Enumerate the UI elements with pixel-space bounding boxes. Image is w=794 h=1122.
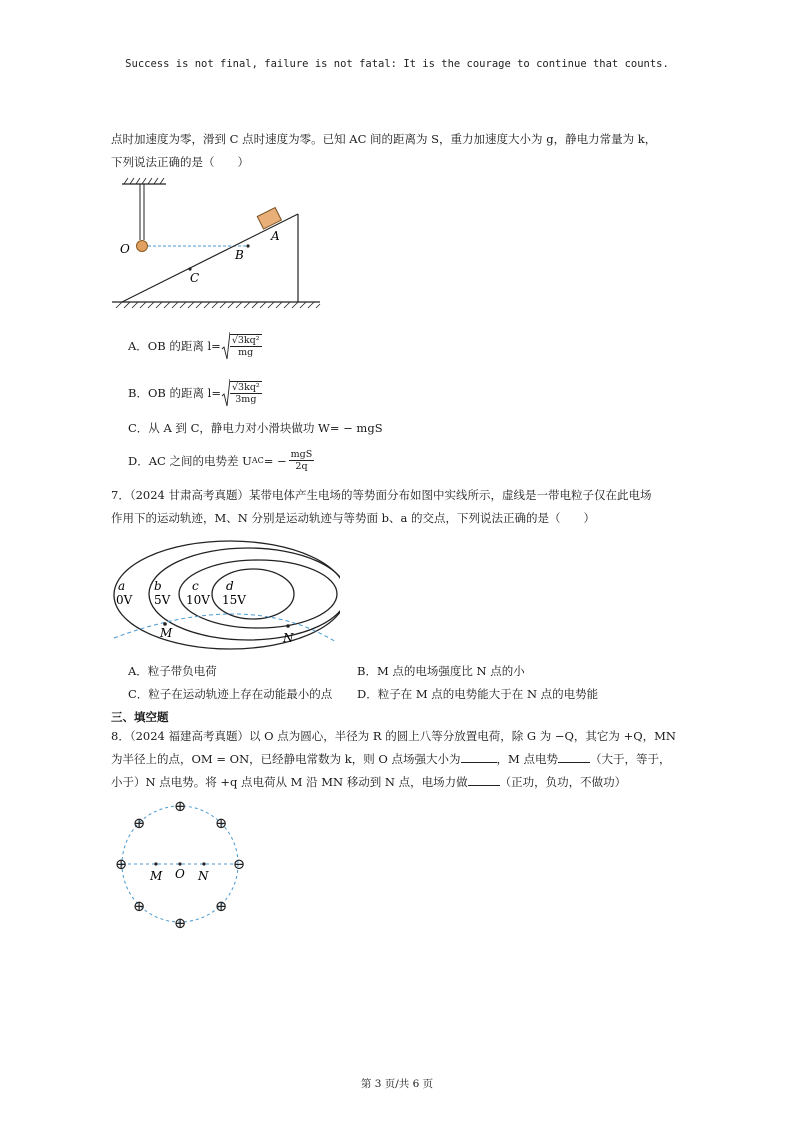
q6-option-b-text: B．OB 的距离 l= — [128, 386, 221, 400]
q7-option-c[interactable]: C．粒子在运动轨迹上存在动能最小的点 — [128, 687, 333, 701]
q7-equipotential-figure — [108, 538, 340, 650]
q6-a-denominator: mg — [238, 347, 254, 358]
q8-charge-circle-figure — [110, 798, 254, 930]
label-c: c — [192, 579, 199, 593]
label-b: b — [154, 579, 162, 593]
q6-option-c[interactable]: C．从 A 到 C，静电力对小滑块做功 W= − mgS — [128, 421, 383, 435]
q8-line3-part-a: 小于）N 点电势。将 +q 点电荷从 M 沿 MN 移动到 N 点，电场力做 — [111, 775, 468, 789]
label-d-voltage: 15V — [222, 593, 246, 607]
label-b-voltage: 5V — [154, 593, 171, 607]
label-c-voltage: 10V — [186, 593, 210, 607]
charge-plus-top-right: ⊕ — [214, 814, 228, 832]
charge-minus-right: ⊖ — [232, 855, 246, 873]
q6-a-numerator: √3kq² — [231, 335, 260, 346]
q6-option-b[interactable] — [128, 378, 264, 408]
q8-line1: 8．（2024 福建高考真题）以 O 点为圆心，半径为 R 的圆上八等分放置电荷，除 G 为 −Q，其它为 +Q，MN — [111, 729, 676, 743]
blank-potential-compare[interactable] — [558, 751, 590, 763]
q6-option-d[interactable] — [128, 449, 316, 472]
q6-d-equals: = − — [263, 453, 287, 468]
q6-b-denominator: 3mg — [235, 394, 257, 405]
label-d: d — [226, 579, 234, 593]
charge-plus-top-left: ⊕ — [132, 814, 146, 832]
q8-line2 — [111, 751, 670, 767]
q8-line2-part-c: （大于，等于， — [589, 752, 671, 766]
q6-option-d-text: D．AC 之间的电势差 U — [128, 453, 252, 468]
q7-stem-line2: 作用下的运动轨迹，M、N 分别是运动轨迹与等势面 b、a 的交点，下列说法正确的是（ ） — [111, 511, 596, 525]
label-O: O — [175, 867, 185, 881]
q7-option-b[interactable]: B．M 点的电场强度比 N 点的小 — [357, 664, 525, 678]
q8-line2-part-a: 为半径上的点，OM = ON，已经静电常数为 k，则 O 点场强大小为 — [111, 752, 461, 766]
sliding-block — [257, 208, 281, 229]
q6-b-numerator: √3kq² — [231, 382, 260, 393]
label-a: a — [118, 579, 126, 593]
q7-stem-line1: 7．（2024 甘肃高考真题）某带电体产生电场的等势面分布如图中实线所示，虚线是一带电粒子仅在此电场 — [111, 488, 652, 502]
q6-stem-line1: 点时加速度为零，滑到 C 点时速度为零。已知 AC 间的距离为 S，重力加速度大小为 g，静电力常量为 k， — [111, 132, 657, 146]
label-B: B — [235, 248, 244, 262]
header-motto: Success is not final, failure is not fatal: It is the courage to continue that counts. — [125, 58, 669, 70]
page-number: 第 3 页/共 6 页 — [360, 1078, 434, 1090]
q7-option-a[interactable]: A．粒子带负电荷 — [128, 664, 217, 678]
section-title: 三、填空题 — [111, 710, 169, 724]
q6-d-denominator: 2q — [295, 461, 308, 472]
blank-work-type[interactable] — [468, 774, 500, 786]
q6-stem-line2: 下列说法正确的是（ ） — [111, 155, 249, 169]
q8-line3 — [111, 774, 626, 790]
label-N: N — [283, 631, 294, 645]
q6-d-numerator: mgS — [290, 449, 313, 460]
label-O: O — [120, 242, 130, 256]
q8-line3-part-b: （正功，负功，不做功） — [499, 775, 627, 789]
sqrt-symbol — [221, 378, 264, 408]
label-A: A — [271, 229, 280, 243]
charge-plus-bottom-right: ⊕ — [214, 897, 228, 915]
q6-option-a[interactable] — [128, 331, 264, 361]
charge-plus-bottom: ⊕ — [173, 914, 187, 930]
label-M: M — [160, 626, 173, 640]
label-N: N — [198, 869, 209, 883]
label-a-voltage: 0V — [116, 593, 133, 607]
q6-incline-figure — [108, 176, 328, 316]
sqrt-symbol — [221, 331, 264, 361]
q6-option-a-text: A．OB 的距离 l= — [128, 339, 221, 353]
q7-option-d[interactable]: D．粒子在 M 点的电势能大于在 N 点的电势能 — [357, 687, 599, 701]
blank-field-strength[interactable] — [461, 751, 497, 763]
q6-d-subscript: AC — [251, 455, 264, 465]
label-C: C — [190, 271, 200, 285]
charge-plus-top: ⊕ — [173, 798, 187, 815]
charge-plus-left: ⊕ — [114, 855, 128, 873]
charge-plus-bottom-left: ⊕ — [132, 897, 146, 915]
charged-ball — [137, 241, 148, 252]
label-M: M — [150, 869, 163, 883]
q8-line2-part-b: ，M 点电势 — [496, 752, 558, 766]
